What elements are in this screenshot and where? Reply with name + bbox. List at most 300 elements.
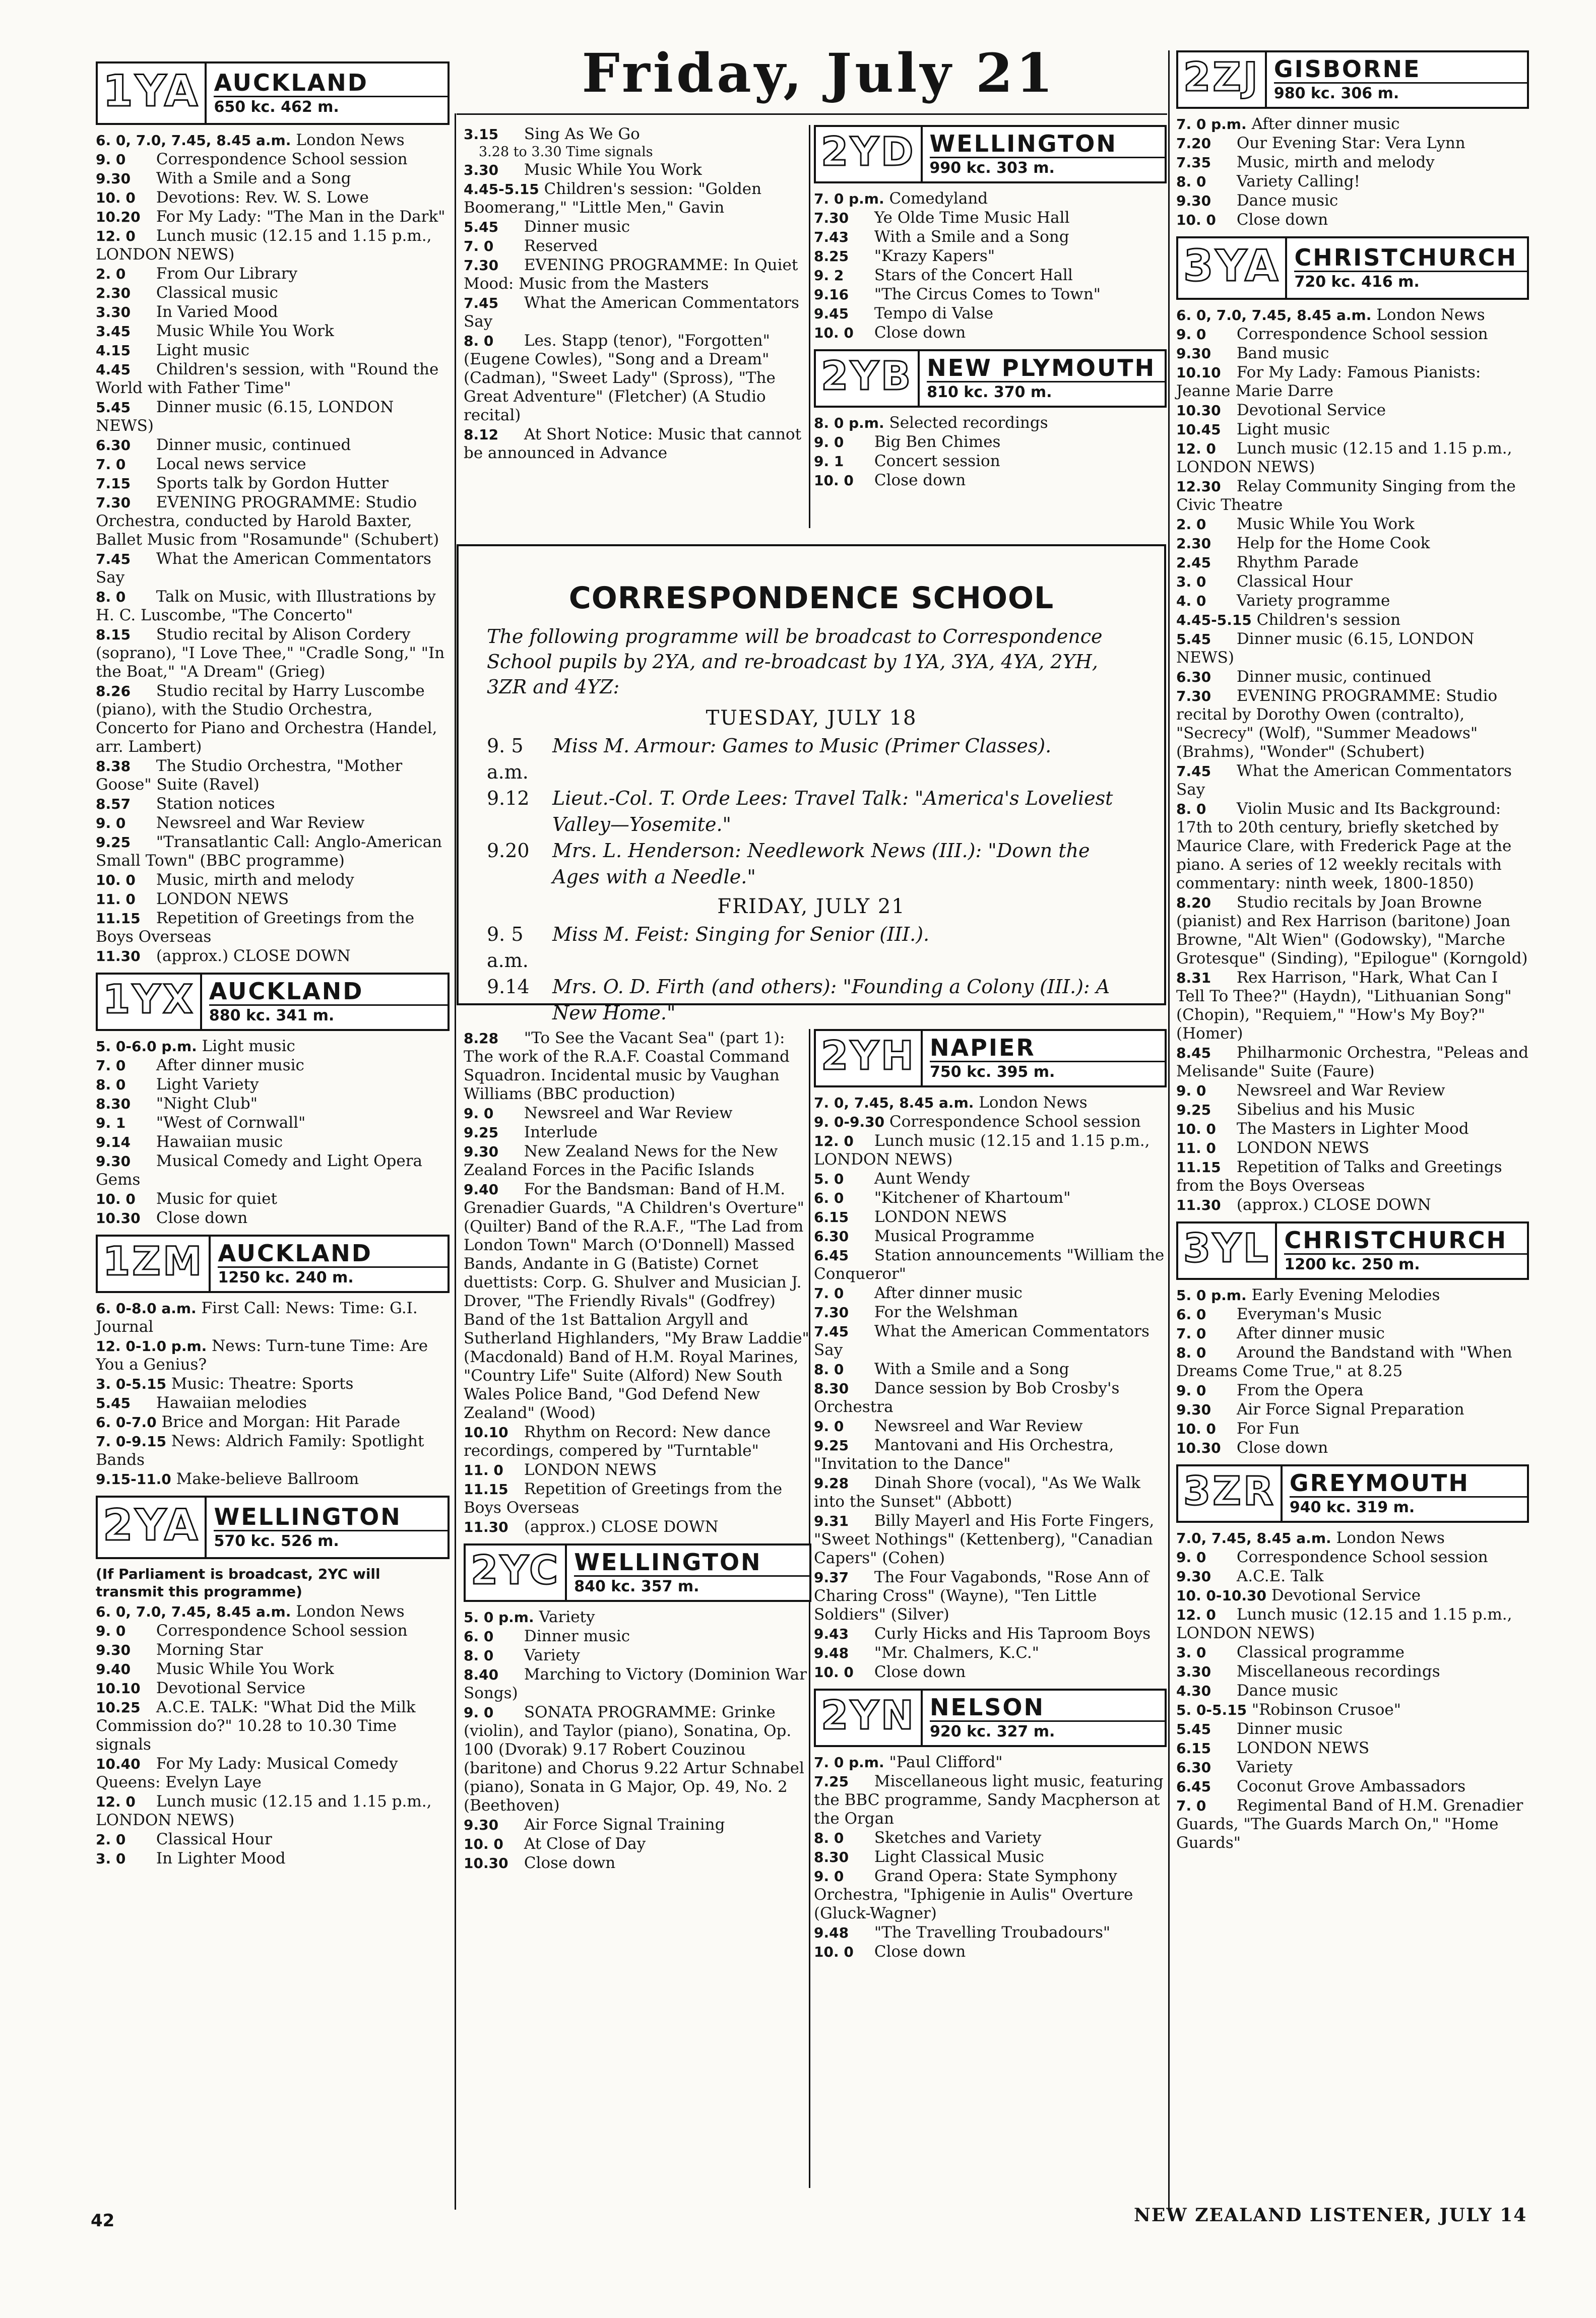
station-freq: 750 kc. 395 m. — [930, 1063, 1055, 1081]
lesson-row — [487, 921, 1136, 974]
schedule-1zm — [96, 1299, 450, 1489]
programme-entry — [1176, 1305, 1529, 1324]
programme-title: EVENING PROGRAMME: In Quiet Mood: Music from the Masters — [464, 256, 798, 293]
programme-entry — [1176, 439, 1529, 477]
programme-entry — [814, 1417, 1167, 1436]
programme-time: 6. 0-8.0 a.m. — [96, 1300, 197, 1317]
station-call: 1ZM — [103, 1239, 204, 1284]
programme-time: 9. 2 — [814, 267, 844, 284]
programme-time: 5.45 — [96, 1395, 131, 1411]
programme-title: Children's session — [1256, 611, 1401, 629]
programme-time: 8. 0 — [96, 1076, 126, 1093]
programme-entry — [1176, 1796, 1529, 1852]
programme-title: Violin Music and Its Background: 17th to 20th century, briefly sketched by Maurice Clare, with Frederick Page at the piano. A series of 12 weekly recitals with commentary: ninth week, 1800-1850) — [1176, 800, 1512, 892]
programme-time: 6. 0, 7.0, 7.45, 8.45 a.m. — [96, 132, 291, 149]
programme-time: 9.25 — [814, 1437, 849, 1454]
programme-title: Make-believe Ballroom — [176, 1470, 359, 1488]
column-divider — [1168, 50, 1170, 2210]
programme-title: Brice and Morgan: Hit Parade — [161, 1413, 401, 1431]
programme-entry — [1176, 1586, 1529, 1605]
programme-title: "Krazy Kapers" — [874, 247, 995, 265]
programme-entry — [814, 414, 1167, 432]
day-heading: TUESDAY, JULY 18 — [706, 706, 917, 730]
programme-entry — [814, 228, 1167, 246]
programme-entry — [96, 1209, 450, 1228]
programme-title: London News — [296, 1602, 405, 1621]
programme-title: Newsreel and War Review — [1236, 1081, 1445, 1100]
programme-title: (approx.) CLOSE DOWN — [1236, 1196, 1431, 1214]
programme-time: 9.30 — [1176, 345, 1211, 362]
programme-entry — [1176, 477, 1529, 514]
programme-title: Dance music — [1236, 1682, 1338, 1700]
programme-title: EVENING PROGRAMME: Studio Orchestra, conducted by Harold Baxter, Ballet Music from "Rosamunde" (Schubert) — [96, 493, 439, 549]
programme-time: 7. 0 p.m. — [1176, 116, 1247, 133]
programme-time: 7.30 — [814, 210, 849, 226]
programme-entry — [814, 1644, 1167, 1662]
schedule-2ya-continued-2 — [464, 1029, 811, 1536]
programme-entry — [96, 1190, 450, 1208]
station-freq: 920 kc. 327 m. — [930, 1722, 1055, 1741]
programme-title: SONATA PROGRAMME: Grinke (violin), and Taylor (piano), Sonatina, Op. 100 (Dvorak) 9.17 Robert Couzinou (baritone) and Chorus 9.22 Artur Schnabel (piano), Sonata in G Major, Op. 49, No. 2 (Beethoven) — [464, 1703, 804, 1815]
programme-time: 4.15 — [96, 342, 131, 359]
programme-time: 11.15 — [96, 910, 141, 927]
programme-time: 6. 0 — [814, 1190, 844, 1206]
programme-title: New Zealand News for the New Zealand Forces in the Pacific Islands — [464, 1142, 778, 1179]
programme-entry — [96, 227, 450, 264]
programme-entry — [814, 1093, 1167, 1112]
programme-entry — [814, 1189, 1167, 1207]
programme-title: Classical music — [156, 284, 278, 302]
programme-title: Close down — [1236, 211, 1328, 229]
programme-time: 9. 0 — [814, 434, 844, 450]
programme-entry — [1176, 1439, 1529, 1457]
programme-entry — [814, 1246, 1167, 1283]
programme-title: Coconut Grove Ambassadors — [1236, 1777, 1466, 1795]
column-2-upper-right — [814, 125, 1167, 490]
station-city: CHRISTCHURCH — [1294, 244, 1527, 272]
programme-time: 2. 0 — [96, 266, 126, 282]
programme-time: 9.30 — [464, 1817, 499, 1833]
programme-time: 9.25 — [1176, 1102, 1211, 1118]
programme-title: Dance session by Bob Crosby's Orchestra — [814, 1379, 1120, 1416]
programme-entry — [96, 1602, 450, 1621]
station-call: 2YA — [103, 1500, 200, 1551]
programme-entry — [96, 1114, 450, 1132]
programme-title: Light Variety — [156, 1075, 259, 1093]
programme-entry — [96, 1075, 450, 1094]
station-header-2yd — [814, 125, 1167, 183]
column-2-upper-left — [464, 125, 811, 463]
programme-entry — [464, 125, 811, 144]
programme-entry — [96, 1133, 450, 1151]
programme-title: Lunch music (12.15 and 1.15 p.m., LONDON NEWS) — [814, 1132, 1150, 1169]
programme-title: Everyman's Music — [1236, 1305, 1382, 1323]
programme-entry — [1176, 153, 1529, 172]
programme-entry — [96, 1698, 450, 1754]
programme-time: 2.30 — [96, 285, 131, 301]
programme-time: 9.15-11.0 — [96, 1471, 171, 1488]
programme-entry — [814, 1829, 1167, 1847]
programme-title: Close down — [874, 1663, 966, 1681]
programme-time: 7.25 — [814, 1773, 849, 1790]
column-2-lower-right — [814, 1029, 1167, 1962]
programme-title: Morning Star — [156, 1641, 263, 1659]
programme-title: From the Opera — [1236, 1381, 1364, 1399]
programme-entry — [464, 180, 811, 217]
programme-title: Devotional Service — [156, 1679, 306, 1697]
programme-time: 9.31 — [814, 1513, 849, 1529]
programme-time: 2.45 — [1176, 554, 1211, 571]
programme-entry — [1176, 1739, 1529, 1758]
programme-entry — [1176, 1158, 1529, 1195]
schedule-2ya-continued — [464, 125, 811, 463]
programme-title: Billy Mayerl and His Forte Fingers, "Sweet Nothings" (Kettenberg), "Canadian Capers" (Cohen) — [814, 1512, 1155, 1567]
programme-title: Rhythm Parade — [1236, 553, 1359, 571]
programme-entry — [96, 550, 450, 587]
programme-entry — [96, 588, 450, 625]
programme-time: 9.40 — [96, 1661, 131, 1678]
station-city: AUCKLAND — [218, 1240, 448, 1268]
programme-entry — [1176, 1081, 1529, 1100]
programme-time: 7.35 — [1176, 154, 1211, 171]
programme-entry — [814, 1753, 1167, 1772]
programme-entry — [464, 425, 811, 463]
programme-time: 12. 0 — [814, 1133, 854, 1149]
programme-title: LONDON NEWS — [1236, 1139, 1370, 1157]
programme-entry — [814, 266, 1167, 285]
programme-entry — [96, 947, 450, 965]
programme-entry — [1176, 1196, 1529, 1214]
programme-time: 6. 0, 7.0, 7.45, 8.45 a.m. — [96, 1603, 291, 1620]
programme-time: 9. 0 — [96, 151, 126, 168]
programme-title: At Close of Day — [524, 1835, 646, 1853]
lesson-time: 9. 5 a.m. — [487, 735, 529, 783]
programme-title: The Four Vagabonds, "Rose Ann of Charing Cross" (Wayne), "Ten Little Soldiers" (Silver) — [814, 1568, 1149, 1624]
lesson-time: 9.20 — [487, 840, 530, 862]
programme-entry — [96, 1394, 450, 1412]
programme-entry — [1176, 1324, 1529, 1343]
programme-entry — [464, 256, 811, 293]
programme-entry — [464, 1646, 811, 1665]
programme-entry — [464, 1608, 811, 1627]
programme-time: 3. 0 — [1176, 1644, 1206, 1661]
programme-entry — [1176, 1400, 1529, 1419]
station-freq: 1200 kc. 250 m. — [1284, 1255, 1420, 1273]
programme-time: 10.30 — [1176, 1440, 1221, 1456]
programme-time: 8.40 — [464, 1666, 499, 1683]
programme-time: 8.30 — [96, 1096, 131, 1112]
programme-time: 8.38 — [96, 758, 131, 775]
programme-title: Dinner music — [524, 218, 630, 236]
programme-entry — [1176, 592, 1529, 610]
programme-entry — [814, 433, 1167, 452]
station-header-2yn — [814, 1689, 1167, 1747]
programme-entry — [96, 322, 450, 341]
programme-time: 7.30 — [464, 257, 499, 274]
programme-entry — [1176, 1605, 1529, 1643]
schedule-1yx — [96, 1037, 450, 1228]
programme-title: Light music — [156, 341, 250, 359]
programme-time: 9. 0 — [464, 1105, 494, 1122]
programme-time: 9.25 — [464, 1124, 499, 1141]
programme-time: 10.45 — [1176, 421, 1221, 438]
programme-entry — [1176, 534, 1529, 553]
station-city: NAPIER — [930, 1035, 1165, 1062]
programme-entry — [814, 1772, 1167, 1828]
programme-time: 8. 0 — [1176, 801, 1206, 817]
column-divider — [455, 113, 456, 2210]
programme-entry — [1176, 1682, 1529, 1700]
programme-title: Marching to Victory (Dominion War Songs) — [464, 1665, 807, 1702]
programme-time: 7. 0 — [96, 1057, 126, 1074]
programme-title: Our Evening Star: Vera Lynn — [1236, 134, 1465, 152]
programme-time: 9.28 — [814, 1475, 849, 1492]
programme-title: Lunch music (12.15 and 1.15 p.m., LONDON NEWS) — [1176, 1605, 1512, 1642]
programme-time: 8. 0 — [1176, 1344, 1206, 1361]
programme-title: Hawaiian melodies — [156, 1394, 307, 1412]
programme-title: Station notices — [156, 795, 275, 813]
station-call: 2ZJ — [1183, 55, 1260, 100]
schedule-3zr — [1176, 1529, 1529, 1852]
programme-time: 7. 0 — [814, 1285, 844, 1302]
programme-entry — [96, 1679, 450, 1698]
programme-title: "Kitchener of Khartoum" — [874, 1189, 1071, 1207]
correspondence-intro: The following programme will be broadcast to Correspondence School pupils by 2YA, and re-broadcast by 1YA, 3YA, 4YA, 2YH, 3ZR and 4YZ: — [487, 625, 1103, 698]
programme-entry — [1176, 134, 1529, 153]
programme-time: 8.25 — [814, 248, 849, 265]
correspondence-school-box — [457, 544, 1166, 1024]
programme-entry — [96, 398, 450, 435]
programme-title: Lunch music (12.15 and 1.15 p.m., LONDON NEWS) — [96, 1792, 432, 1829]
programme-entry — [1176, 611, 1529, 629]
schedule-3ya — [1176, 306, 1529, 1214]
programme-entry — [814, 247, 1167, 266]
programme-title: News: Aldrich Family: Spotlight Bands — [96, 1432, 424, 1469]
programme-time: 7.20 — [1176, 135, 1211, 152]
programme-title: A.C.E. Talk — [1236, 1567, 1324, 1585]
programme-title: First Call: News: Time: G.I. Journal — [96, 1299, 418, 1336]
programme-title: "To See the Vacant Sea" (part 1): The work of the R.A.F. Coastal Command Squadron. Incidental music by Vaughan Williams (BBC production) — [464, 1029, 790, 1103]
programme-title: "Mr. Chalmers, K.C." — [874, 1644, 1039, 1662]
programme-time: 5.45 — [96, 399, 131, 416]
programme-entry — [464, 144, 811, 160]
day-heading: FRIDAY, JULY 21 — [717, 895, 906, 918]
programme-time: 8.57 — [96, 796, 131, 812]
station-header-2yh — [814, 1029, 1167, 1087]
programme-title: Music While You Work — [524, 161, 702, 179]
programme-time: 5. 0-5.15 — [1176, 1702, 1247, 1718]
programme-title: Music, mirth and melody — [1236, 153, 1435, 171]
programme-time: 7.45 — [464, 295, 499, 311]
programme-time: 9. 0 — [96, 1623, 126, 1639]
programme-entry — [464, 1703, 811, 1815]
programme-title: Classical Hour — [1236, 572, 1353, 591]
programme-time: 10. 0 — [814, 1944, 854, 1960]
programme-title: For My Lady: Musical Comedy Queens: Evelyn Laye — [96, 1755, 398, 1791]
programme-entry — [96, 1413, 450, 1432]
lesson-text: Miss M. Feist: Singing for Senior (III.). — [552, 923, 930, 945]
station-city: NELSON — [930, 1694, 1165, 1722]
programme-title: Newsreel and War Review — [156, 814, 365, 832]
programme-time: 8.45 — [1176, 1045, 1211, 1061]
programme-entry — [96, 1432, 450, 1469]
station-header-3yl — [1176, 1221, 1529, 1280]
station-freq: 650 kc. 462 m. — [214, 98, 339, 116]
programme-title: With a Smile and a Song — [874, 1360, 1069, 1378]
schedule-2yh — [814, 1093, 1167, 1682]
lesson-text: Lieut.-Col. T. Orde Lees: Travel Talk: "America's Loveliest Valley—Yosemite." — [552, 787, 1113, 835]
programme-time: 10. 0 — [96, 1191, 136, 1207]
lesson-text: Miss M. Armour: Games to Music (Primer Classes). — [552, 735, 1052, 757]
programme-time: 12. 0-1.0 p.m. — [96, 1338, 207, 1355]
programme-entry — [814, 1848, 1167, 1866]
programme-entry — [464, 1029, 811, 1104]
programme-entry — [814, 1284, 1167, 1303]
programme-title: Music While You Work — [156, 322, 334, 340]
programme-title: Close down — [156, 1209, 248, 1227]
programme-time: 10.40 — [96, 1756, 141, 1772]
programme-time: 6.15 — [814, 1209, 849, 1226]
programme-entry — [96, 474, 450, 493]
programme-title: Light Classical Music — [874, 1848, 1044, 1866]
programme-title: Tempo di Valse — [874, 304, 994, 323]
lesson-row — [487, 838, 1136, 890]
programme-title: Talk on Music, with Illustrations by H. C. Luscombe, "The Concerto" — [96, 588, 436, 624]
programme-entry — [814, 1379, 1167, 1416]
programme-title: Dance music — [1236, 191, 1338, 210]
programme-time: 2. 0 — [96, 1831, 126, 1848]
programme-time: 8.31 — [1176, 970, 1211, 986]
programme-time: 8. 0 p.m. — [814, 415, 884, 431]
programme-time: 9. 0 — [814, 1418, 844, 1435]
programme-entry — [1176, 1720, 1529, 1738]
station-call: 3YA — [1183, 241, 1281, 291]
programme-title: Stars of the Concert Hall — [874, 266, 1073, 284]
programme-entry — [96, 682, 450, 756]
programme-title: For Fun — [1236, 1420, 1300, 1438]
programme-title: Around the Bandstand with "When Dreams Come True," at 8.25 — [1176, 1343, 1512, 1380]
programme-entry — [464, 1480, 811, 1517]
programme-title: Station announcements "William the Conqueror" — [814, 1246, 1165, 1283]
programme-time: 11. 0 — [96, 891, 136, 908]
programme-title: Interlude — [524, 1123, 598, 1141]
programme-title: News: Turn-tune Time: Are You a Genius? — [96, 1337, 428, 1374]
station-city: NEW PLYMOUTH — [927, 355, 1165, 382]
programme-title: Variety — [1236, 1758, 1293, 1776]
publication-footer: NEW ZEALAND LISTENER, JULY 14 — [1134, 2205, 1527, 2226]
programme-entry — [96, 188, 450, 207]
programme-title: London News — [296, 131, 405, 149]
programme-time: 4.45-5.15 — [1176, 612, 1252, 628]
programme-time: 10. 0 — [464, 1836, 503, 1852]
programme-entry — [1176, 363, 1529, 401]
programme-entry — [96, 1299, 450, 1336]
programme-title: Close down — [524, 1854, 616, 1872]
programme-time: 3. 0 — [96, 1850, 126, 1867]
programme-entry — [96, 1660, 450, 1679]
programme-title: Hawaiian music — [156, 1133, 283, 1151]
programme-title: What the American Commentators Say — [464, 294, 799, 331]
station-header-1ya — [96, 61, 450, 125]
programme-time: 8. 0 — [814, 1361, 844, 1378]
programme-time: 9. 0 — [96, 815, 126, 831]
programme-time: 7.43 — [814, 229, 849, 245]
programme-title: Dinner music, continued — [156, 436, 351, 454]
programme-time: 3. 0-5.15 — [96, 1376, 167, 1392]
programme-time: 5. 0 p.m. — [464, 1609, 534, 1626]
programme-title: Reserved — [524, 237, 598, 255]
programme-title: Dinah Shore (vocal), "As We Walk into the Sunset" (Abbott) — [814, 1474, 1140, 1511]
programme-time: 10.10 — [464, 1424, 508, 1441]
programme-time: 9.14 — [96, 1134, 131, 1150]
programme-entry — [96, 455, 450, 474]
programme-title: "Night Club" — [156, 1094, 258, 1113]
programme-title: What the American Commentators Say — [814, 1322, 1150, 1359]
programme-entry — [1176, 1643, 1529, 1662]
programme-title: Selected recordings — [889, 414, 1048, 432]
programme-title: "Paul Clifford" — [889, 1753, 1003, 1771]
programme-entry — [1176, 344, 1529, 363]
programme-entry — [814, 1568, 1167, 1624]
programme-entry — [1176, 630, 1529, 667]
programme-title: London News — [1336, 1529, 1445, 1547]
programme-time: 6. 0-7.0 — [96, 1414, 157, 1431]
column-1 — [96, 59, 450, 1869]
programme-time: 12. 0 — [1176, 440, 1216, 457]
programme-entry — [1176, 191, 1529, 210]
programme-time: 8.20 — [1176, 894, 1211, 911]
programme-title: Correspondence School session — [889, 1113, 1141, 1131]
station-call: 3YL — [1183, 1226, 1270, 1271]
programme-entry — [814, 1436, 1167, 1473]
programme-time: 10.20 — [96, 209, 141, 225]
programme-entry — [814, 209, 1167, 227]
programme-title: Music: Theatre: Sports — [171, 1375, 354, 1393]
page-number: 42 — [91, 2211, 115, 2231]
programme-entry — [96, 131, 450, 150]
programme-entry — [1176, 401, 1529, 420]
lesson-text: Mrs. O. D. Firth (and others): "Founding a Colony (III.): A New Home." — [552, 976, 1110, 1024]
station-city: GREYMOUTH — [1290, 1470, 1527, 1498]
programme-time: 11. 0 — [1176, 1140, 1216, 1156]
programme-time: 10. 0 — [1176, 1121, 1216, 1137]
programme-entry — [1176, 1420, 1529, 1438]
programme-title: Grand Opera: State Symphony Orchestra, "Iphigenie in Aulis" Overture (Gluck-Wagner) — [814, 1867, 1133, 1922]
lesson-time: 9.14 — [487, 976, 530, 998]
programme-time: 9. 1 — [814, 453, 844, 470]
programme-entry — [1176, 1120, 1529, 1138]
programme-entry — [1176, 115, 1529, 134]
programme-title: Studio recital by Harry Luscombe (piano), with the Studio Orchestra, Concerto for Piano and Orchestra (Handel, arr. Lambert) — [96, 682, 437, 756]
programme-title: Correspondence School session — [156, 150, 408, 168]
programme-time: 9. 1 — [96, 1115, 126, 1131]
programme-time: 10. 0-10.30 — [1176, 1587, 1267, 1604]
schedule-2yb — [814, 414, 1167, 490]
programme-title: For My Lady: Famous Pianists: Jeanne Marie Darre — [1176, 363, 1481, 400]
programme-entry — [1176, 800, 1529, 893]
programme-time: 12.30 — [1176, 478, 1221, 495]
programme-time: 12. 0 — [96, 228, 136, 244]
station-call: 3ZR — [1183, 1469, 1275, 1514]
programme-entry — [1176, 1567, 1529, 1586]
programme-time: 3.45 — [96, 323, 131, 340]
programme-title: Rhythm on Record: New dance recordings, compered by "Turntable" — [464, 1423, 771, 1460]
programme-time: 3. 0 — [1176, 573, 1206, 590]
programme-entry — [464, 1835, 811, 1853]
programme-entry — [1176, 325, 1529, 344]
programme-title: "The Circus Comes to Town" — [874, 285, 1101, 303]
programme-entry — [96, 360, 450, 398]
